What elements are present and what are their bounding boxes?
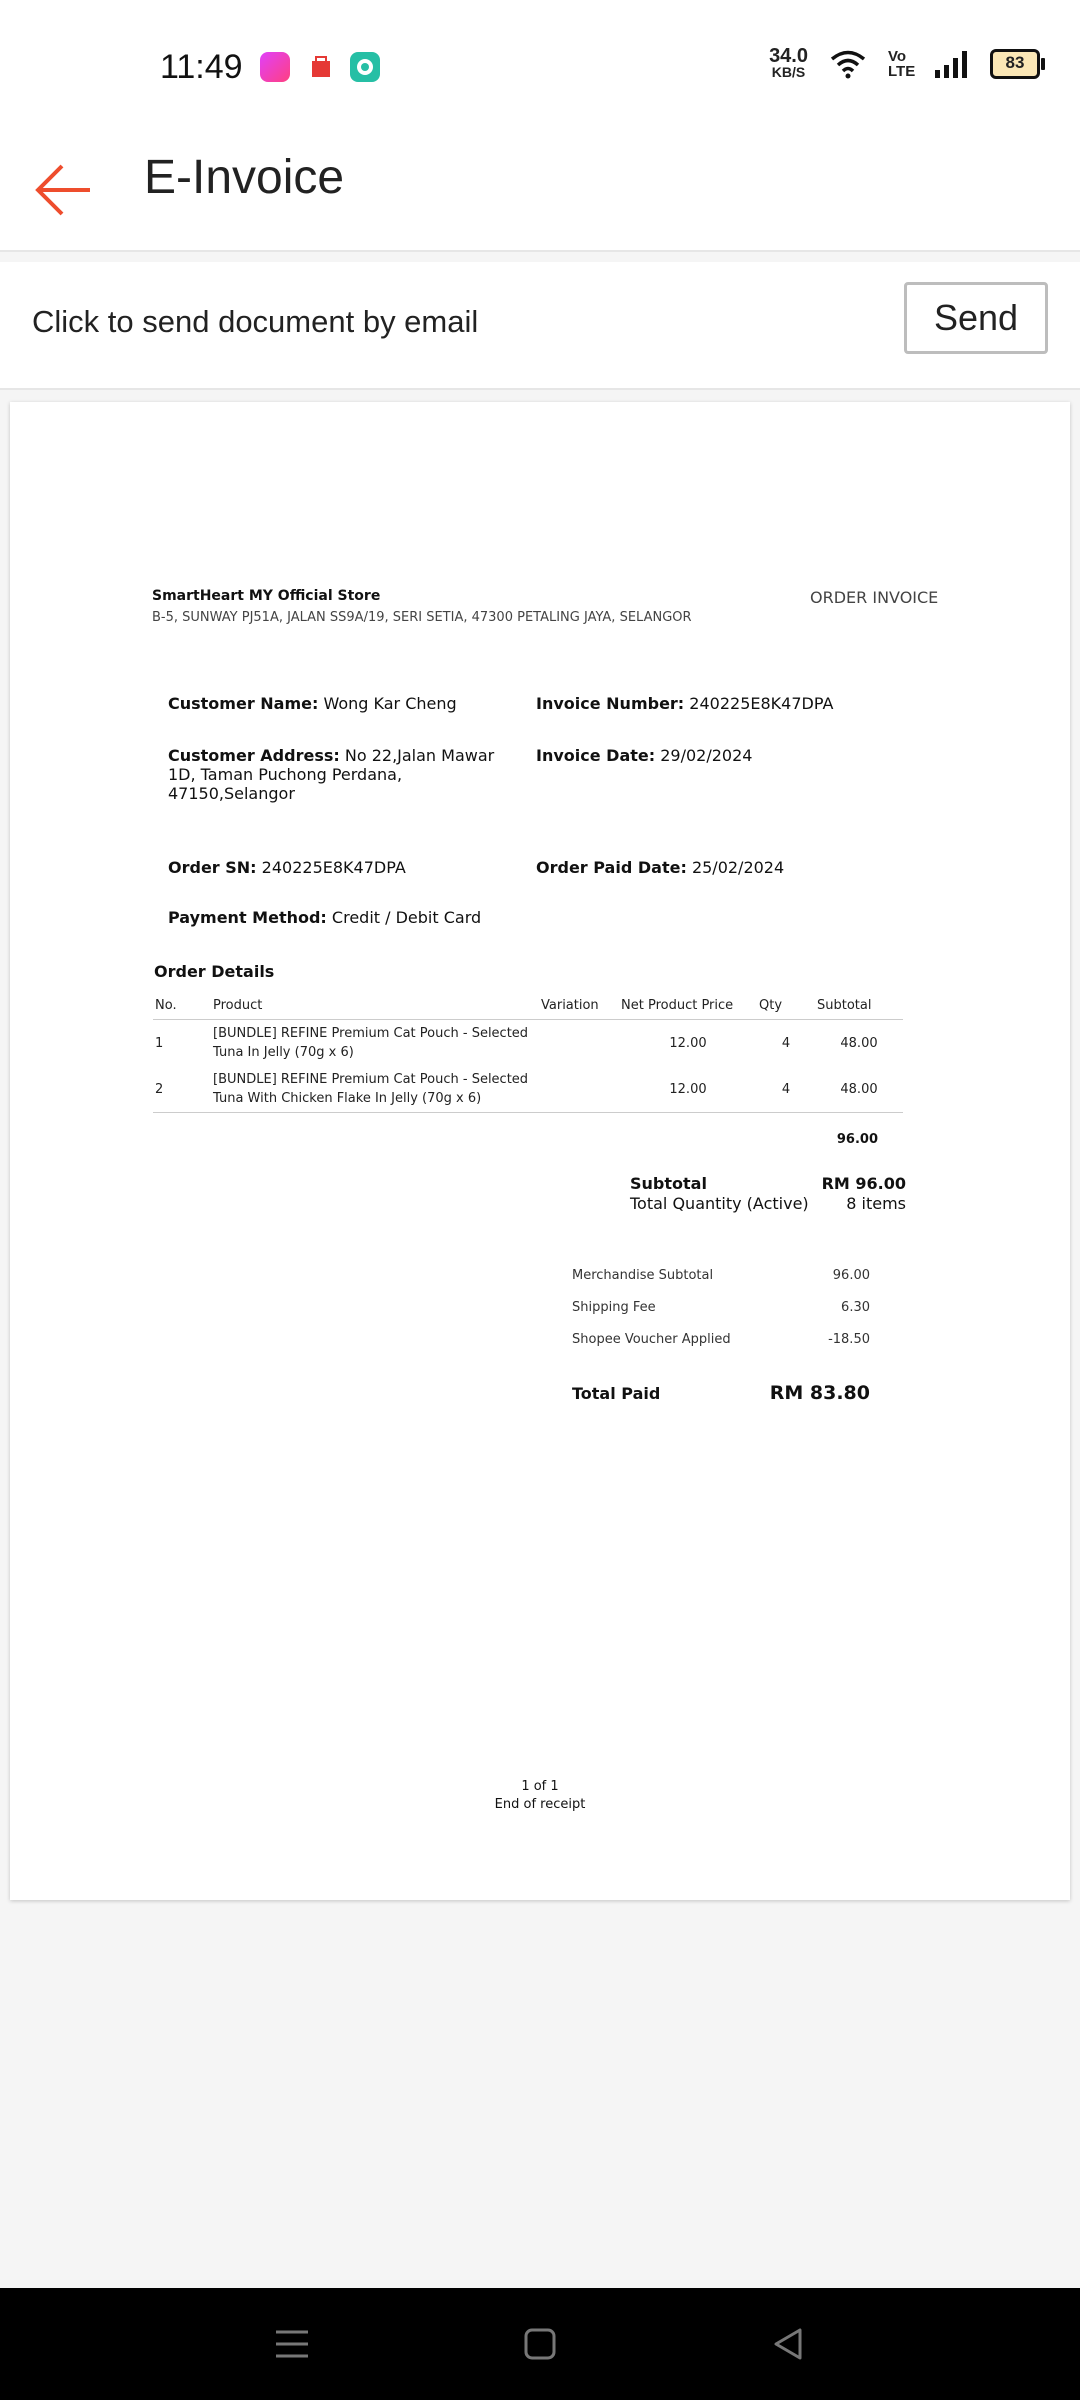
order-sn xyxy=(168,858,406,877)
status-time: 11:49 xyxy=(160,48,243,86)
order-paid-date-value: 25/02/2024 xyxy=(691,858,785,877)
customer-name-label: Customer Name: xyxy=(168,694,319,713)
item-subtotal: 48.00 xyxy=(815,1066,903,1113)
column-header: Qty xyxy=(757,990,815,1020)
page-title: E-Invoice xyxy=(144,151,345,204)
order-sn-label: Order SN: xyxy=(168,858,257,877)
order-paid-date xyxy=(536,858,784,877)
customer-address xyxy=(168,746,508,803)
invoice-document[interactable] xyxy=(10,402,1070,1900)
order-details-title: Order Details xyxy=(154,962,275,981)
shopping-bag-icon xyxy=(306,52,336,82)
back-triangle-icon[interactable] xyxy=(768,2324,808,2364)
item-variation xyxy=(539,1020,619,1067)
voucher-value: -18.50 xyxy=(828,1332,870,1347)
payment-method xyxy=(168,908,481,927)
subtotal-value: RM 96.00 xyxy=(821,1174,906,1193)
end-of-receipt: End of receipt xyxy=(494,1797,586,1812)
column-header: Subtotal xyxy=(815,990,903,1020)
send-button[interactable]: Send xyxy=(904,282,1048,354)
merchandise-subtotal-value: 96.00 xyxy=(832,1268,870,1283)
store-name: SmartHeart MY Official Store xyxy=(152,588,381,604)
invoice-date-label: Invoice Date: xyxy=(536,746,656,765)
page-info: 1 of 1 xyxy=(521,1779,559,1794)
merchandise-subtotal-label: Merchandise Subtotal xyxy=(572,1268,714,1283)
document-type: ORDER INVOICE xyxy=(810,588,939,607)
item-product: [BUNDLE] REFINE Premium Cat Pouch - Selected Tuna With Chicken Flake In Jelly (70g x 6) xyxy=(211,1066,539,1113)
menu-icon[interactable] xyxy=(272,2324,312,2364)
voucher-label: Shopee Voucher Applied xyxy=(572,1332,731,1347)
order-paid-date-label: Order Paid Date: xyxy=(536,858,687,877)
app-header xyxy=(0,136,1080,252)
column-header: Product xyxy=(211,990,539,1020)
status-bar xyxy=(0,0,1080,136)
invoice-number xyxy=(536,694,833,713)
items-total: 96.00 xyxy=(836,1132,878,1147)
store-address: B-5, SUNWAY PJ51A, JALAN SS9A/19, SERI SETIA, 47300 PETALING JAYA, SELANGOR xyxy=(152,610,692,625)
item-subtotal: 48.00 xyxy=(840,1035,878,1051)
home-icon[interactable] xyxy=(520,2324,560,2364)
item-qty: 4 xyxy=(757,1066,815,1113)
item-product: [BUNDLE] REFINE Premium Cat Pouch - Selected Tuna In Jelly (70g x 6) xyxy=(213,1026,529,1060)
total-paid-label: Total Paid xyxy=(572,1384,661,1403)
send-email-text: Click to send document by email xyxy=(32,304,479,339)
item-variation xyxy=(539,1066,619,1113)
customer-name-value: Wong Kar Cheng xyxy=(323,694,457,713)
volte-icon: Vo LTE xyxy=(888,48,916,80)
column-header: Variation xyxy=(539,990,619,1020)
app-notification-icon xyxy=(260,52,290,82)
item-price: 12.00 xyxy=(619,1066,757,1113)
column-header: No. xyxy=(153,990,211,1020)
order-sn-value: 240225E8K47DPA xyxy=(261,858,406,877)
table-header-row xyxy=(153,990,903,1020)
arrow-left-icon[interactable] xyxy=(32,158,96,222)
column-header: Net Product Price xyxy=(619,990,757,1020)
wifi-icon xyxy=(830,49,866,79)
item-qty: 4 xyxy=(781,1035,791,1051)
shipping-fee-value: 6.30 xyxy=(841,1300,870,1315)
item-no: 2 xyxy=(153,1066,211,1113)
total-quantity-value: 8 items xyxy=(846,1194,906,1213)
system-nav-bar xyxy=(0,2288,1080,2400)
invoice-number-value: 240225E8K47DPA xyxy=(689,694,834,713)
customer-name xyxy=(168,694,457,713)
invoice-date-value: 29/02/2024 xyxy=(660,746,753,765)
invoice-date xyxy=(536,746,752,765)
order-items-table xyxy=(153,990,903,1113)
subtotal-label: Subtotal xyxy=(630,1174,707,1193)
total-quantity-label: Total Quantity (Active) xyxy=(630,1194,809,1213)
speed-value: 34.0 xyxy=(769,45,808,67)
table-row xyxy=(153,1066,903,1113)
payment-method-value: Credit / Debit Card xyxy=(331,908,482,927)
customer-address-value: No 22,Jalan Mawar 1D, Taman Puchong Perdana, 47150,Selangor xyxy=(168,746,495,803)
speed-unit: KB/S xyxy=(771,64,806,80)
shipping-fee-label: Shipping Fee xyxy=(572,1300,656,1315)
signal-icon xyxy=(934,50,968,78)
item-price: 12.00 xyxy=(669,1035,707,1051)
customer-address-label: Customer Address: xyxy=(168,746,340,765)
chat-app-icon xyxy=(350,52,380,82)
item-no: 1 xyxy=(155,1035,164,1051)
send-email-row xyxy=(0,262,1080,390)
payment-method-label: Payment Method: xyxy=(168,908,327,927)
table-row xyxy=(153,1020,903,1067)
battery-icon: 83 xyxy=(990,49,1040,79)
invoice-number-label: Invoice Number: xyxy=(536,694,685,713)
total-paid-value: RM 83.80 xyxy=(769,1382,870,1404)
network-speed xyxy=(769,45,808,80)
